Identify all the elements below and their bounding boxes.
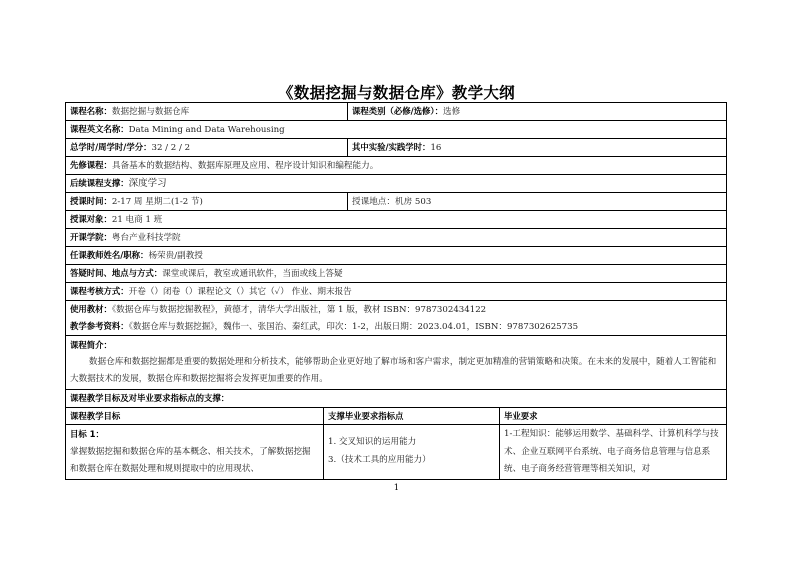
prerequisites-value: 具备基本的数据结构、数据库原理及应用、程序设计知识和编程能力。 xyxy=(111,161,379,171)
lab-hours-label: 其中实验/实践学时： xyxy=(352,142,431,152)
row-assessment xyxy=(66,283,727,301)
cell-english-name xyxy=(66,121,727,139)
teacher-value: 杨荣贵/副教授 xyxy=(148,251,203,261)
follow-up-label: 后续课程支撑： xyxy=(70,178,129,188)
intro-label: 课程简介： xyxy=(70,340,112,350)
indicator-item: 1. 交叉知识的运用能力 xyxy=(328,437,417,448)
page-number: 1 xyxy=(393,483,400,493)
cell-course-name xyxy=(66,103,348,121)
intro-text: 数据仓库和数据挖掘都是重要的数据处理和分析技术，能够帮助企业更好地了解市场和客户需求，制定更加精准的营销策略和决策。在未来的发展中，随着人工智能和大数据技术的发展，数据仓库和数据挖掘将会发挥更加重要的作用。 xyxy=(70,357,717,384)
cell-college xyxy=(66,229,727,247)
goal-text: 掌握数据挖掘和数据仓库的基本概念、相关技术，了解数据挖掘和数据仓库在数据处理和规则提取中的应用现状、 xyxy=(70,446,311,474)
cell-goal xyxy=(66,425,324,480)
cell-lab-hours xyxy=(348,139,727,157)
college-label: 开课学院： xyxy=(70,232,112,242)
cell-schedule xyxy=(66,193,348,211)
cell-objectives-header xyxy=(66,390,727,408)
hours-label: 总学时/周学时/学分： xyxy=(70,142,152,152)
cell-materials xyxy=(66,301,727,336)
row-course-name xyxy=(66,103,727,121)
row-audience xyxy=(66,211,727,229)
course-name-label: 课程名称： xyxy=(70,106,112,116)
college-value: 粤台产业科技学院 xyxy=(111,233,181,243)
cell-requirement xyxy=(500,425,727,480)
references-line xyxy=(70,318,722,335)
office-hours-label: 答疑时间、地点与方式： xyxy=(70,268,163,278)
indicator-item: 3.（技术工具的应用能力） xyxy=(328,454,431,465)
objectives-header-label: 课程教学目标及对毕业要求指标点的支撑： xyxy=(70,393,230,403)
course-type-label: 课程类别（必修/选修）： xyxy=(352,106,443,116)
cell-office-hours xyxy=(66,265,727,283)
cell-audience xyxy=(66,211,727,229)
lab-hours-value: 16 xyxy=(430,143,442,153)
references-value: 《数据仓库与数据挖掘》，魏伟一、张国治、秦红武，印次：1-2，出版日期：2023.04.01，ISBN：9787302625735 xyxy=(128,322,579,332)
schedule-label: 授课时间： xyxy=(70,196,112,206)
row-office-hours xyxy=(66,265,727,283)
row-teacher xyxy=(66,247,727,265)
column-header-goal: 课程教学目标 xyxy=(66,408,324,425)
course-name-value: 数据挖掘与数据仓库 xyxy=(111,107,190,117)
assessment-value: 开卷（）闭卷（）课程论文（）其它（✓） 作业、期末报告 xyxy=(128,287,352,297)
prerequisites-label: 先修课程： xyxy=(70,160,112,170)
location-label: 授课地点： xyxy=(352,196,395,207)
objectives-header-row xyxy=(66,408,727,425)
cell-indicators xyxy=(324,425,500,480)
cell-assessment xyxy=(66,283,727,301)
row-materials xyxy=(66,301,727,336)
cell-hours xyxy=(66,139,348,157)
textbook-label: 使用教材： xyxy=(70,304,112,314)
references-label: 教学参考资料： xyxy=(70,321,129,331)
syllabus-table-container xyxy=(65,102,726,480)
cell-follow-up xyxy=(66,175,727,193)
column-header-indicators: 支撑毕业要求指标点 xyxy=(324,408,500,425)
hours-value: 32 / 2 / 2 xyxy=(151,143,191,153)
syllabus-info-table xyxy=(65,102,727,408)
objectives-table xyxy=(65,407,727,480)
schedule-value: 2-17 周 星期二(1-2 节) xyxy=(111,197,203,207)
audience-label: 授课对象： xyxy=(70,214,112,224)
goal-title: 目标 1： xyxy=(70,429,104,439)
location-value: 机房 503 xyxy=(394,196,432,207)
follow-up-value: 深度学习 xyxy=(128,178,167,189)
audience-value: 21 电商 1 班 xyxy=(111,215,163,225)
objectives-row xyxy=(66,425,727,480)
cell-teacher xyxy=(66,247,727,265)
row-prerequisites xyxy=(66,157,727,175)
textbook-line xyxy=(70,301,722,318)
office-hours-value: 课堂或课后，教室或通讯软件，当面或线上答疑 xyxy=(162,269,343,279)
cell-location xyxy=(348,193,727,211)
column-header-requirement: 毕业要求 xyxy=(500,408,727,425)
requirement-text: 1-工程知识：能够运用数学、基础科学、计算机科学与技术、企业互联网平台系统、电子商务信息管理与信息系统、电子商务经营管理等相关知识，对 xyxy=(504,429,719,474)
row-schedule xyxy=(66,193,727,211)
row-follow-up xyxy=(66,175,727,193)
row-hours xyxy=(66,139,727,157)
textbook-value: 《数据仓库与数据挖掘教程》，黄德才，清华大学出版社，第 1 版，教材 ISBN：9787302434122 xyxy=(111,305,487,315)
teacher-label: 任课教师姓名/职称： xyxy=(70,250,149,260)
row-objectives-header xyxy=(66,390,727,408)
cell-course-type xyxy=(348,103,727,121)
row-english-name xyxy=(66,121,727,139)
course-type-value: 选修 xyxy=(443,107,461,117)
document-title: 《数据挖掘与数据仓库》教学大纲 xyxy=(277,84,515,102)
cell-intro xyxy=(66,336,727,390)
assessment-label: 课程考核方式： xyxy=(70,286,129,296)
row-intro xyxy=(66,336,727,390)
english-name-value: Data Mining and Data Warehousing xyxy=(128,125,285,135)
english-name-label: 课程英文名称： xyxy=(70,124,129,134)
row-college xyxy=(66,229,727,247)
cell-prerequisites xyxy=(66,157,727,175)
